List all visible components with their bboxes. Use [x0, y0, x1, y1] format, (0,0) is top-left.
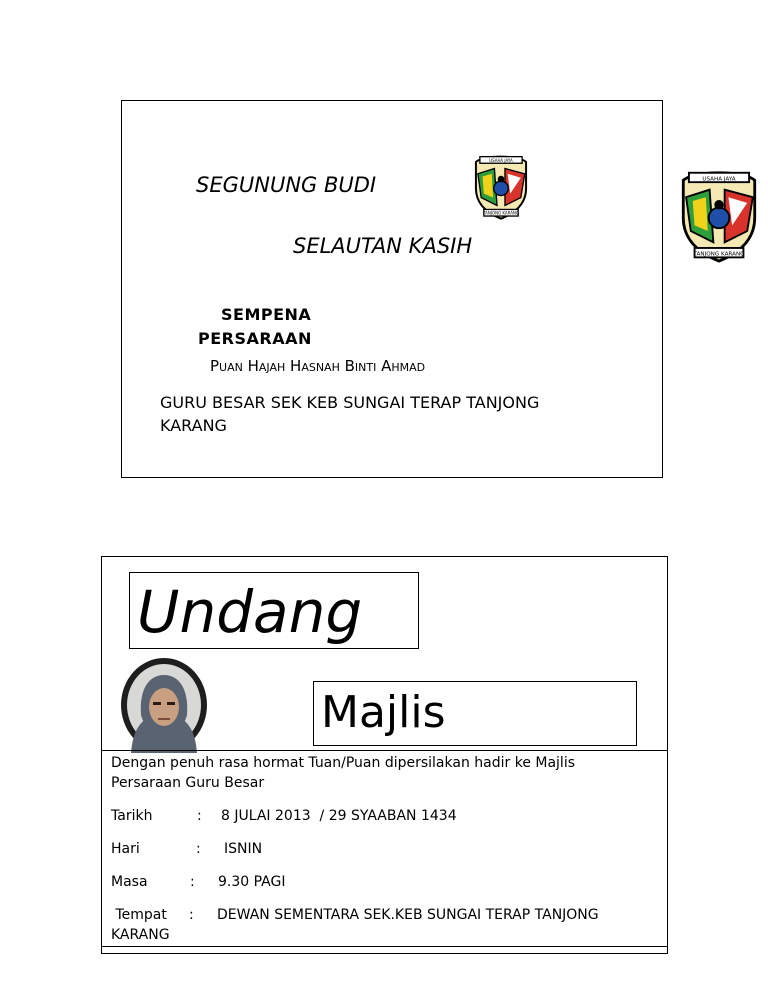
crest-school-large: TANJONG KARANG	[693, 251, 745, 258]
position-line-2: KARANG	[160, 416, 227, 435]
position-line-1: GURU BESAR SEK KEB SUNGAI TERAP TANJONG	[160, 393, 540, 412]
honoree-name: Puan Hajah Hasnah Binti Ahmad	[210, 357, 426, 375]
intro-line-1: Dengan penuh rasa hormat Tuan/Puan dipersilakan hadir ke Majlis	[111, 755, 576, 771]
value-masa: 9.30 PAGI	[218, 874, 286, 890]
persaraan-text: PERSARAAN	[198, 329, 312, 348]
value-hari: ISNIN	[224, 841, 263, 857]
section-divider-top	[101, 750, 668, 751]
colon-tarikh: :	[197, 808, 202, 824]
value-tempat: DEWAN SEMENTARA SEK.KEB SUNGAI TERAP TANJONG	[217, 907, 599, 923]
heading-majlis: Majlis	[321, 687, 446, 738]
label-tarikh: Tarikh	[111, 808, 153, 824]
value-tarikh: 8 JULAI 2013 / 29 SYAABAN 1434	[221, 808, 457, 824]
section-divider-bottom	[101, 946, 668, 947]
crest-motto: USAHA JAYA	[489, 157, 513, 163]
value-tempat-cont: KARANG	[111, 927, 170, 943]
honoree-portrait	[119, 657, 209, 753]
school-crest-logo	[468, 153, 534, 221]
title-segunung-budi: SEGUNUNG BUDI	[196, 173, 377, 197]
label-hari: Hari	[111, 841, 140, 857]
school-crest-logo-large	[672, 166, 766, 266]
sempena-text: SEMPENA	[221, 305, 312, 324]
heading-undang: Undang	[137, 578, 363, 646]
colon-hari: :	[196, 841, 201, 857]
label-masa: Masa	[111, 874, 148, 890]
crest-motto-large: USAHA JAYA	[702, 176, 736, 183]
title-selautan-kasih: SELAUTAN KASIH	[293, 234, 473, 258]
intro-line-2: Persaraan Guru Besar	[111, 775, 265, 791]
colon-masa: :	[190, 874, 195, 890]
crest-school: TANJONG KARANG	[483, 210, 519, 216]
label-tempat: Tempat	[111, 907, 167, 923]
colon-tempat: :	[189, 907, 194, 923]
